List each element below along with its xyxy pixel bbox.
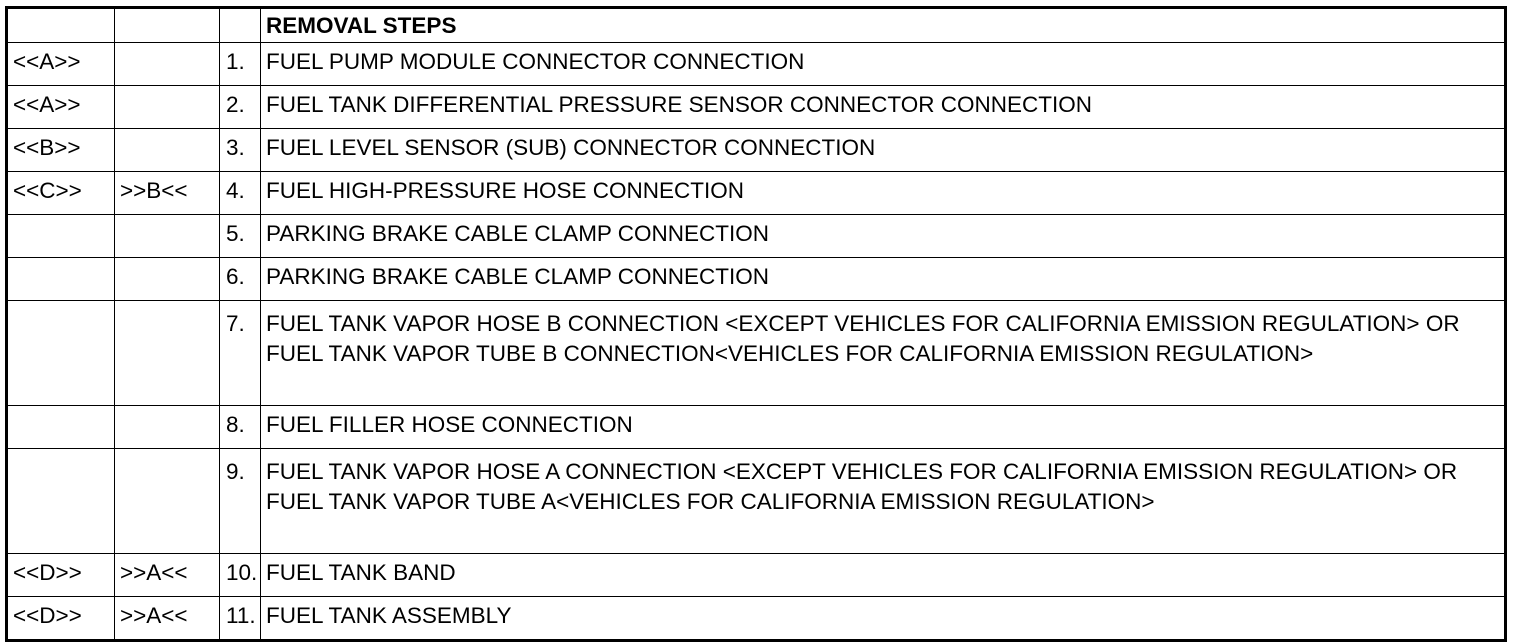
table-row [7,215,1506,258]
step-number-cell: 10. [220,554,261,597]
step-number-cell: 2. [220,86,261,129]
installation-ref-cell: >>B<< [115,172,220,215]
step-description-cell: PARKING BRAKE CABLE CLAMP CONNECTION [261,215,1506,258]
installation-ref-cell [115,215,220,258]
step-number-cell: 3. [220,129,261,172]
removal-ref-cell: <<C>> [7,172,115,215]
table-row [7,406,1506,449]
step-number-cell: 5. [220,215,261,258]
step-description-cell: FUEL TANK ASSEMBLY [261,597,1506,641]
installation-ref-cell [115,406,220,449]
table-row [7,172,1506,215]
header-cell-installation-ref [115,8,220,43]
table-row [7,129,1506,172]
installation-ref-cell [115,43,220,86]
step-description-cell: FUEL FILLER HOSE CONNECTION [261,406,1506,449]
table-row [7,554,1506,597]
installation-ref-cell [115,301,220,406]
step-description-cell: FUEL TANK VAPOR HOSE B CONNECTION <EXCEPT VEHICLES FOR CALIFORNIA EMISSION REGULATION> OR FUEL TANK VAPOR TUBE B CONNECTION<VEHICLES FOR CALIFORNIA EMISSION REGULATION> [261,301,1506,406]
installation-ref-cell: >>A<< [115,554,220,597]
step-description-cell: FUEL TANK VAPOR HOSE A CONNECTION <EXCEPT VEHICLES FOR CALIFORNIA EMISSION REGULATION> OR FUEL TANK VAPOR TUBE A<VEHICLES FOR CALIFORNIA EMISSION REGULATION> [261,449,1506,554]
installation-ref-cell: >>A<< [115,597,220,641]
removal-ref-cell [7,449,115,554]
installation-ref-cell [115,129,220,172]
removal-steps-table [5,6,1507,642]
step-number-cell: 9. [220,449,261,554]
step-description-cell: FUEL HIGH-PRESSURE HOSE CONNECTION [261,172,1506,215]
installation-ref-cell [115,258,220,301]
removal-ref-cell: <<A>> [7,43,115,86]
removal-ref-cell: <<D>> [7,554,115,597]
header-cell-removal-ref [7,8,115,43]
removal-ref-cell: <<D>> [7,597,115,641]
step-number-cell: 4. [220,172,261,215]
removal-ref-cell [7,215,115,258]
step-number-cell: 11. [220,597,261,641]
table-row [7,597,1506,641]
installation-ref-cell [115,86,220,129]
removal-ref-cell: <<A>> [7,86,115,129]
step-description-cell: FUEL LEVEL SENSOR (SUB) CONNECTOR CONNECTION [261,129,1506,172]
step-description-cell: FUEL TANK BAND [261,554,1506,597]
step-description-cell: PARKING BRAKE CABLE CLAMP CONNECTION [261,258,1506,301]
removal-ref-cell [7,406,115,449]
table-row [7,258,1506,301]
step-number-cell: 7. [220,301,261,406]
step-number-cell: 8. [220,406,261,449]
step-description-cell: FUEL PUMP MODULE CONNECTOR CONNECTION [261,43,1506,86]
step-number-cell: 6. [220,258,261,301]
table-row [7,449,1506,554]
table-row [7,86,1506,129]
step-description-cell: FUEL TANK DIFFERENTIAL PRESSURE SENSOR CONNECTOR CONNECTION [261,86,1506,129]
removal-ref-cell [7,301,115,406]
table-header-row [7,8,1506,43]
step-number-cell: 1. [220,43,261,86]
table-row [7,301,1506,406]
header-title: REMOVAL STEPS [261,8,1506,43]
removal-ref-cell [7,258,115,301]
removal-ref-cell: <<B>> [7,129,115,172]
installation-ref-cell [115,449,220,554]
table-row [7,43,1506,86]
header-cell-number [220,8,261,43]
